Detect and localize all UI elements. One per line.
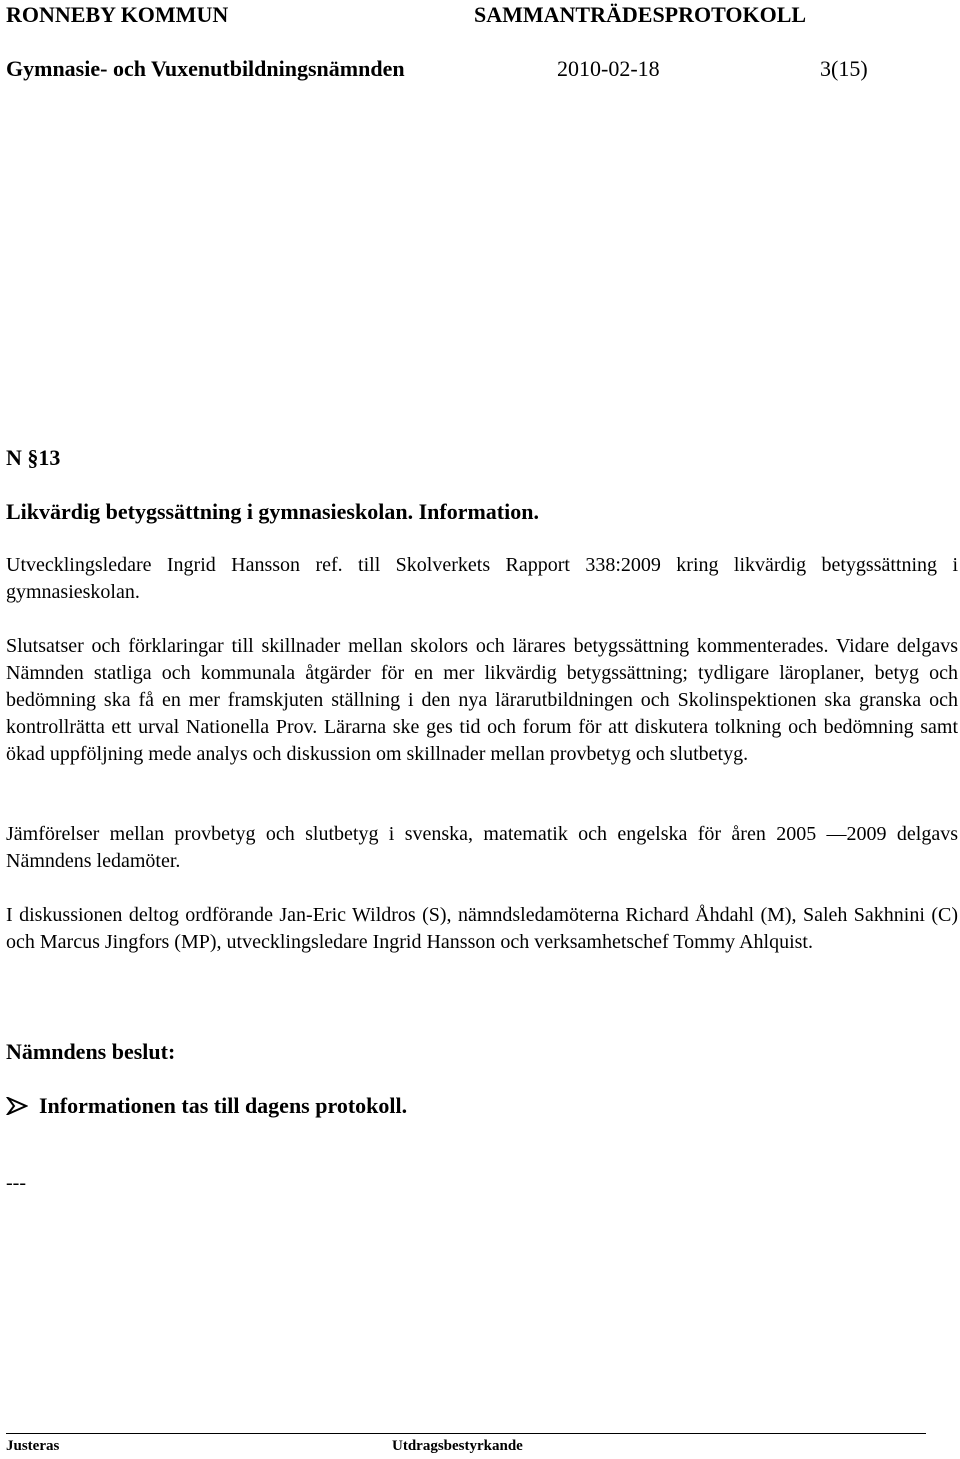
municipality-name: RONNEBY KOMMUN <box>6 2 229 27</box>
arrow-bullet-icon <box>6 1097 28 1115</box>
end-separator: --- <box>6 1172 26 1194</box>
meeting-date: 2010-02-18 <box>557 56 660 81</box>
paragraph-report-reference: Utvecklingsledare Ingrid Hansson ref. till Skolverkets Rapport 338:2009 kring likvärdig betygssättning i gymnasieskolan. <box>6 554 958 603</box>
section-title: Likvärdig betygssättning i gymnasieskolan. Information. <box>6 499 539 524</box>
paragraph-conclusions: Slutsatser och förklaringar till skillnader mellan skolors och lärares betygssättning kommenterades. Vidare delgavs Nämnden statliga och kommunala åtgärder för en mer likvärdig betygssättning; tydligare läroplaner, betyg och bedömning ska få en mer framskjuten ställning i den nya lärarutbildningen och Skolinspektionen ska granska och kontrollrätta ett urval Nationella Prov. Lärarna ske ges tid och forum för att diskutera tolkning och bedömning samt ökad uppföljning mede analys och diskussion om skillnader mellan provbetyg och slutbetyg. <box>6 635 958 765</box>
committee-name: Gymnasie- och Vuxenutbildningsnämnden <box>6 56 405 81</box>
page-number: 3(15) <box>820 56 868 81</box>
footer-justeras: Justeras <box>6 1438 60 1454</box>
footer-rule <box>6 1433 926 1434</box>
paragraph-comparisons: Jämförelser mellan provbetyg och slutbetyg i svenska, matematik och engelska för åren 2005 —2009 delgavs Nämndens ledamöter. <box>6 823 958 872</box>
paragraph-discussion: I diskussionen deltog ordförande Jan-Eric Wildros (S), nämndsledamöterna Richard Åhdahl (M), Saleh Sakhnini (C) och Marcus Jingfors (MP), utvecklingsledare Ingrid Hansson och verksamhetschef Tommy Ahlquist. <box>6 904 958 953</box>
decision-heading: Nämndens beslut: <box>6 1039 176 1064</box>
footer-utdragsbestyrkande: Utdragsbestyrkande <box>392 1438 523 1454</box>
decision-item <box>6 1093 407 1119</box>
decision-item-text: Informationen tas till dagens protokoll. <box>39 1093 408 1118</box>
document-type: SAMMANTRÄDESPROTOKOLL <box>474 2 807 27</box>
section-number: N §13 <box>6 445 61 470</box>
